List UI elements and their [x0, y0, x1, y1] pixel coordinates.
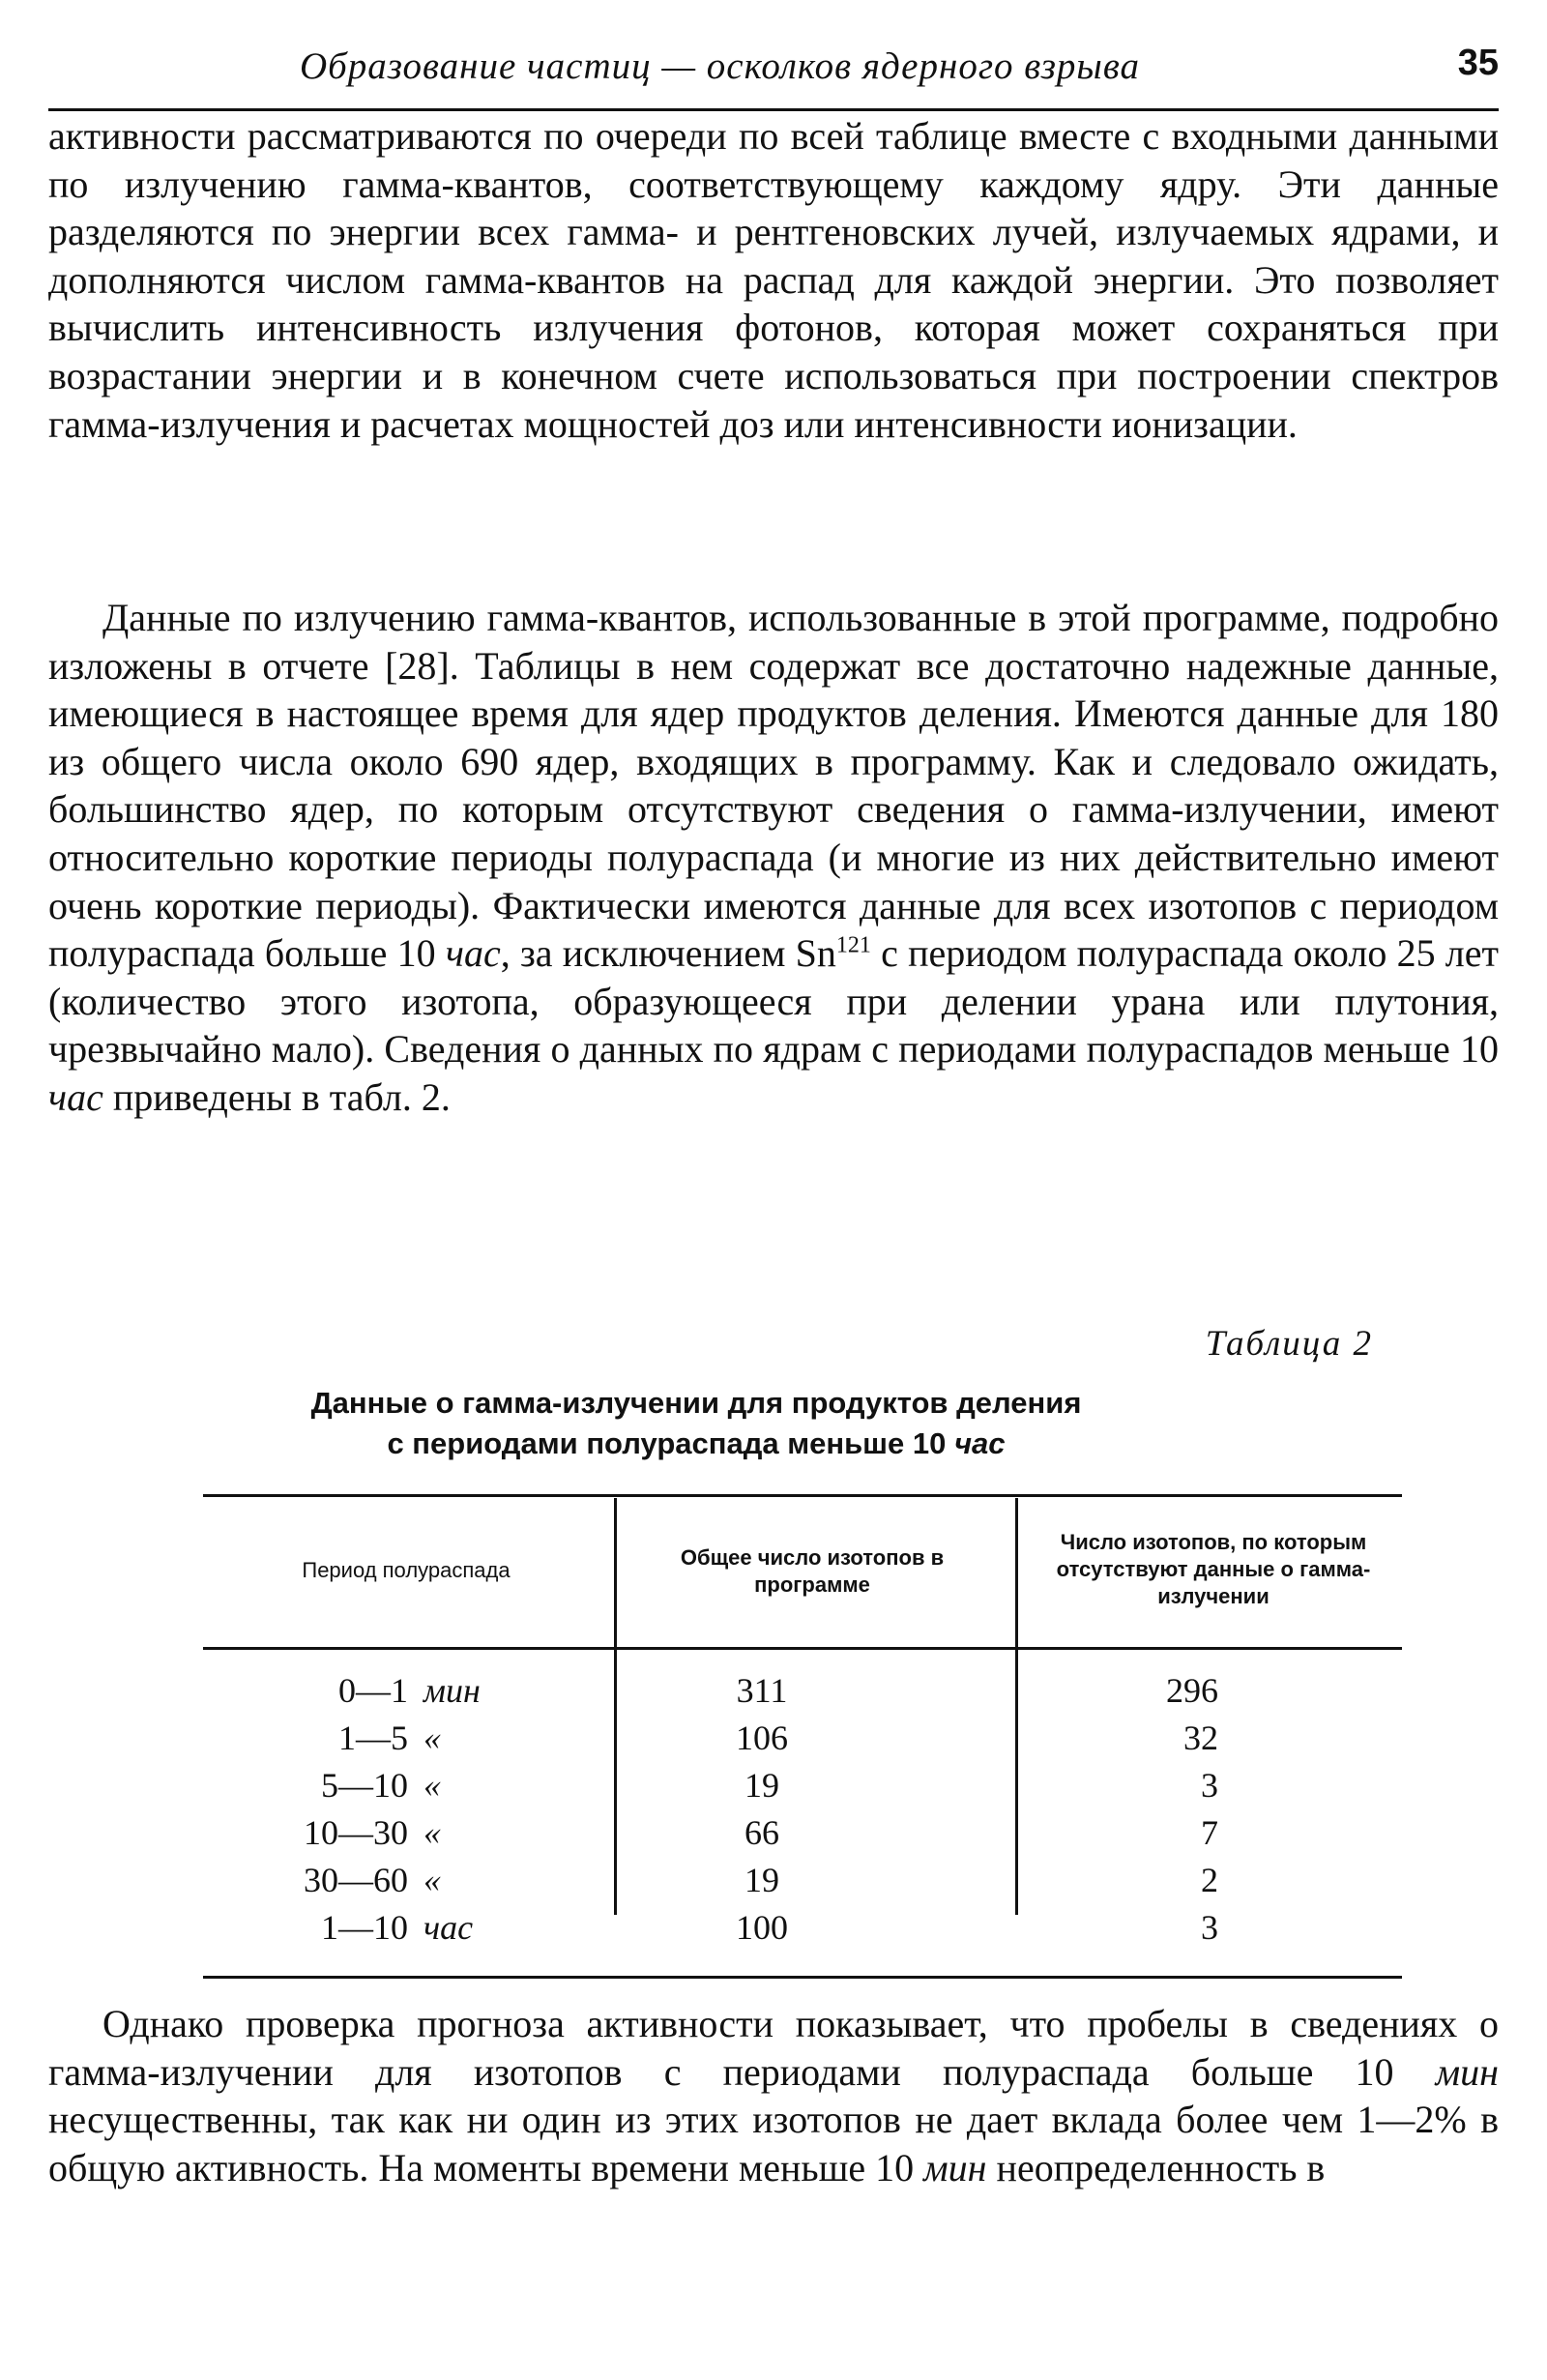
table-header-rule [203, 1647, 1402, 1650]
cell-missing: 3 [1201, 1766, 1218, 1805]
cell-total: 106 [736, 1719, 788, 1757]
cell-period-range: 30—60 [304, 1861, 408, 1899]
cell-total: 100 [736, 1908, 788, 1947]
paragraph-gamma-data [48, 594, 1499, 1122]
cell-period-range: 1—10 [321, 1908, 408, 1947]
cell-period-range: 1—5 [338, 1719, 408, 1757]
cell-missing: 7 [1201, 1813, 1218, 1852]
cell-total: 19 [744, 1861, 779, 1899]
cell-period-unit: мин [423, 1671, 481, 1710]
table-caption-line-1: Данные о гамма-излучении для продуктов деления [310, 1386, 1082, 1420]
paragraph-2-part-3: с периодом полураспада около 25 лет (количество этого изотопа, образующееся при делении урана или плутония, чрезвычайно мало). Сведения о данных по ядрам с периодами полураспадов меньше 10 [48, 931, 1499, 1072]
table-caption [145, 1383, 1247, 1464]
isotope-mass-number: 121 [835, 932, 871, 958]
page-number: 35 [1457, 43, 1499, 83]
paragraph-2-part-4: приведены в табл. 2. [102, 1074, 451, 1119]
column-header-total: Общее число изотопов в программе [680, 1545, 945, 1597]
column-header-missing: Число изотопов, по которым отсутствуют данные о гамма-излучении [1056, 1530, 1371, 1608]
cell-total: 311 [736, 1671, 788, 1710]
paragraph-2-part-1: Данные по излучению гамма-квантов, использованные в этой программе, подробно изложены в отчете [28]. Таблицы в нем содержат все достаточно надежные данные, имеющиеся в настоящее время для ядер продуктов деления. Имеются данные для 180 из общего числа около 690 ядер, входящих в программу. Как и следовало ожидать, большинство ядер, по которым отсутствуют сведения о гамма-излучении, имеют относительно короткие периоды полураспада (и многие из них действительно имеют очень короткие периоды). Фактически имеются данные для всех изотопов с периодом полураспада больше 10 [48, 596, 1499, 976]
table-caption-line-2-text: с периодами полураспада меньше 10 [387, 1426, 947, 1460]
cell-missing: 296 [1166, 1671, 1218, 1710]
column-header-period: Период полураспада [302, 1558, 511, 1582]
table-label: Таблица 2 [1205, 1324, 1373, 1364]
table-caption-unit: час [953, 1426, 1006, 1460]
paragraph-3-part-2: несущественны, так как ни один из этих изотопов не дает вклада более чем 1—2% в общую активность. На моменты времени меньше 10 [48, 2098, 1499, 2189]
cell-period-unit: « [423, 1766, 441, 1805]
table-row [203, 1765, 1402, 1812]
cell-missing: 2 [1201, 1861, 1218, 1899]
table-row [203, 1718, 1402, 1765]
half-life-table [203, 1494, 1402, 1983]
cell-period-unit: час [423, 1908, 474, 1947]
book-page [48, 19, 1499, 2360]
cell-total: 66 [744, 1813, 779, 1852]
unit-hour: час [445, 931, 501, 976]
cell-period-range: 5—10 [321, 1766, 408, 1805]
paragraph-1-text: активности рассматриваются по очереди по всей таблице вместе с входными данными по излучению гамма-квантов, соответствующему каждому ядру. Эти данные разделяются по энергии всех гамма- и рентгеновских лучей, излучаемых ядрами, и дополняются числом гамма-квантов на распад для каждой энергии. Это позволяет вычислить интенсивность излучения фотонов, которая может сохраняться при возрастании энергии и в конечном счете использоваться при построении спектров гамма-излучения и расчетах мощностей доз или интенсивности ионизации. [48, 114, 1499, 446]
table-row [203, 1860, 1402, 1907]
table-bottom-rule [203, 1976, 1402, 1979]
cell-period-unit: « [423, 1813, 441, 1852]
cell-period-unit: « [423, 1719, 441, 1757]
paragraph-continued [48, 112, 1499, 448]
table-row [203, 1670, 1402, 1718]
table-top-rule [203, 1494, 1402, 1497]
paragraph-however [48, 2000, 1499, 2191]
running-head [48, 37, 1499, 95]
cell-period-range: 10—30 [304, 1813, 408, 1852]
cell-period-range: 0—1 [338, 1671, 408, 1710]
table-column-divider [614, 1498, 617, 1648]
paragraph-3-part-1: Однако проверка прогноза активности показывает, что пробелы в сведениях о гамма-излучении для изотопов с периодами полураспада больше 10 [48, 2002, 1499, 2094]
unit-minute: мин [923, 2145, 987, 2189]
table-caption-line-2 [145, 1424, 1247, 1464]
paragraph-3-part-3: неопределенность в [986, 2145, 1326, 2189]
table-row [203, 1907, 1402, 1954]
cell-period-unit: « [423, 1861, 441, 1899]
unit-hour: час [48, 1074, 103, 1119]
unit-minute: мин [1435, 2049, 1499, 2094]
cell-missing: 32 [1183, 1719, 1218, 1757]
cell-missing: 3 [1201, 1908, 1218, 1947]
running-title: Образование частиц — осколков ядерного взрыва [300, 45, 1141, 87]
header-rule [48, 108, 1499, 111]
paragraph-2-part-2: , за исключением Sn [500, 931, 836, 976]
table-row [203, 1812, 1402, 1860]
cell-total: 19 [744, 1766, 779, 1805]
table-column-divider [1015, 1498, 1018, 1648]
